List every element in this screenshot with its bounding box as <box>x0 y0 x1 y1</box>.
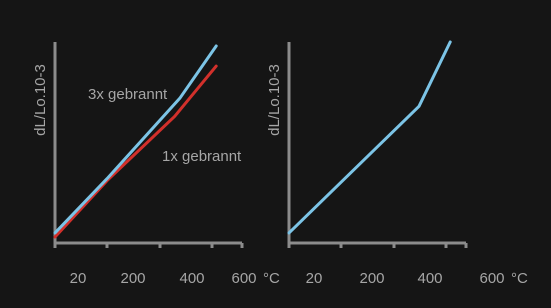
x-tick-label-1-2: 200 <box>120 270 146 287</box>
x-unit-2: °C <box>511 270 528 287</box>
x-tick-label-2-2: 200 <box>359 270 385 287</box>
y-axis-label-2: dL/Lo.10-3 <box>266 64 283 136</box>
x-tick-label-1-4: 600 <box>231 270 257 287</box>
x-tick-label-1-3: 400 <box>179 270 205 287</box>
x-tick-label-2-3: 400 <box>417 270 443 287</box>
y-axis-label-1: dL/Lo.10-3 <box>32 64 49 136</box>
series-line-2-1 <box>289 42 450 233</box>
x-tick-label-2-4: 600 <box>479 270 505 287</box>
series-label-1-1: 3x gebrannt <box>88 86 168 103</box>
series-label-1-2: 1x gebrannt <box>162 148 242 165</box>
x-tick-label-1-1: 20 <box>69 270 87 287</box>
series-line-1-1 <box>55 46 216 233</box>
x-unit-1: °C <box>263 270 280 287</box>
x-tick-label-2-1: 20 <box>305 270 323 287</box>
